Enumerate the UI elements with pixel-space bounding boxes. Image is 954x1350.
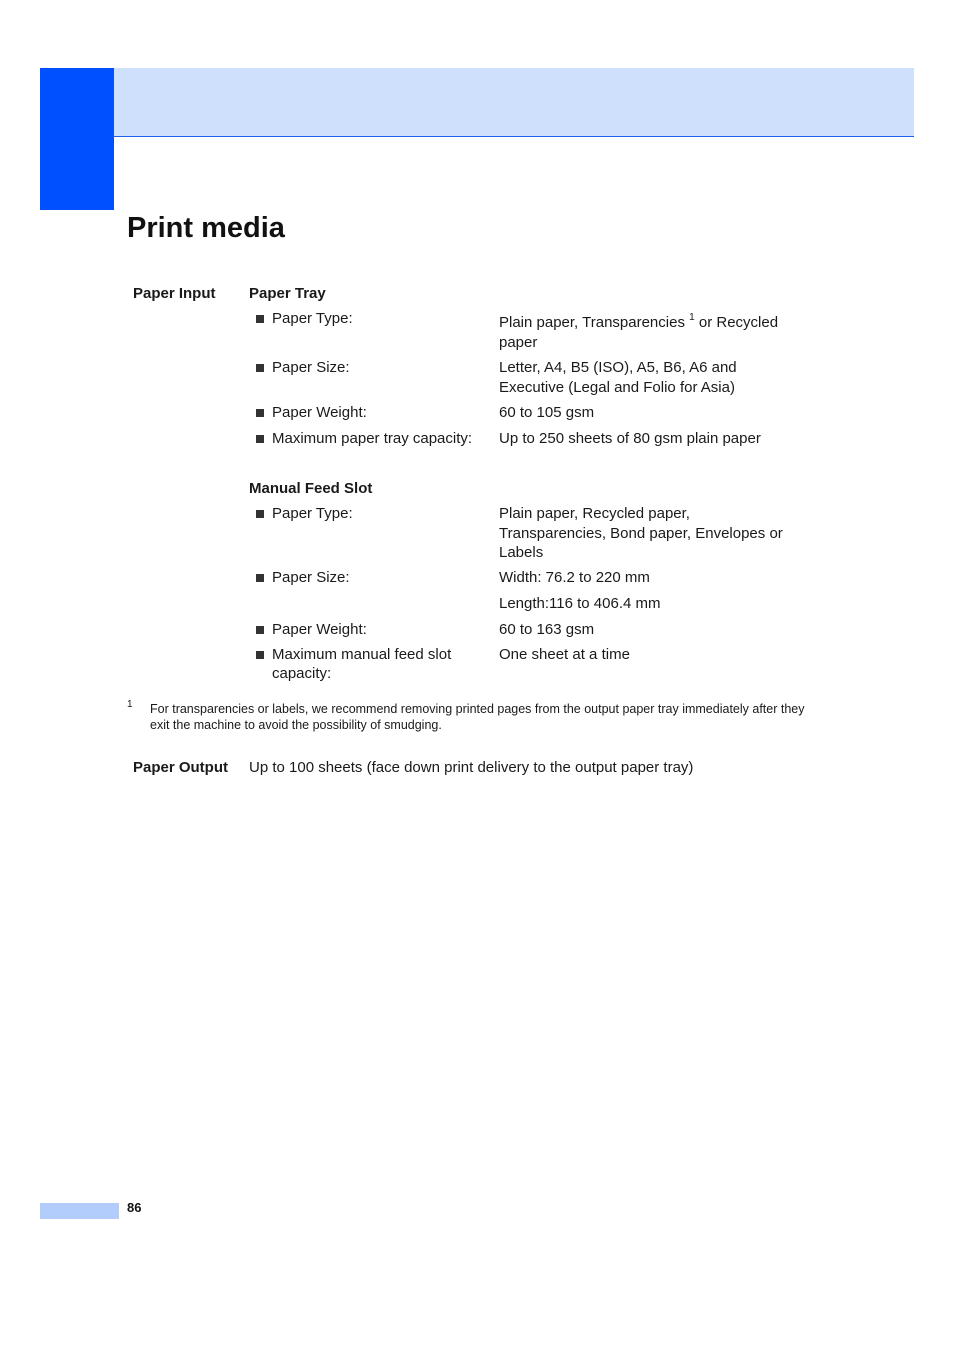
footnote-line2: exit the machine to avoid the possibility of smudging.: [150, 718, 442, 732]
manual-paper-type-label: Paper Type:: [272, 505, 353, 522]
tray-paper-weight-value: 60 to 105 gsm: [499, 404, 595, 421]
bullet-icon: [256, 315, 264, 323]
tray-paper-weight-label: Paper Weight:: [272, 404, 367, 421]
footnote-ref: 1: [689, 312, 695, 323]
page-number: 86: [127, 1200, 142, 1215]
footnote-line1: For transparencies or labels, we recommend removing printed pages from the output paper tray immediately after they: [150, 702, 805, 716]
bullet-icon: [256, 435, 264, 443]
manual-paper-size-label: Paper Size:: [272, 569, 350, 586]
footer-bar: [40, 1203, 119, 1219]
bullet-icon: [256, 510, 264, 518]
manual-paper-size-width: Width: 76.2 to 220 mm: [499, 569, 650, 586]
bullet-icon: [256, 626, 264, 634]
manual-capacity-value: One sheet at a time: [499, 646, 630, 663]
paper-input-label: Paper Input: [133, 285, 216, 302]
bullet-icon: [256, 574, 264, 582]
manual-paper-type-value-line3: Labels: [499, 544, 544, 561]
tray-paper-size-label: Paper Size:: [272, 359, 350, 376]
manual-paper-size-length: Length:116 to 406.4 mm: [499, 595, 661, 612]
paper-output-label: Paper Output: [133, 759, 229, 776]
tray-paper-type-value-line1: Plain paper, Transparencies $^1$ or Recycled: [499, 312, 779, 331]
manual-paper-weight-label: Paper Weight:: [272, 621, 367, 638]
footnote-mark: 1: [127, 699, 133, 710]
tray-paper-type-value-line2: paper: [499, 334, 538, 351]
bullet-icon: [256, 409, 264, 417]
manual-capacity-label-line2: capacity:: [272, 665, 332, 682]
manual-paper-weight-value: 60 to 163 gsm: [499, 621, 595, 638]
header-band: [40, 68, 914, 137]
tray-paper-type-label: Paper Type:: [272, 310, 353, 327]
chapter-tab: [40, 68, 114, 210]
manual-paper-type-value-line2: Transparencies, Bond paper, Envelopes or: [499, 525, 783, 542]
paper-output-value: Up to 100 sheets (face down print delivery to the output paper tray): [249, 759, 694, 776]
paper-tray-heading: Paper Tray: [249, 285, 326, 302]
tray-capacity-label: Maximum paper tray capacity:: [272, 430, 473, 447]
bullet-icon: [256, 364, 264, 372]
manual-capacity-label-line1: Maximum manual feed slot: [272, 646, 452, 663]
manual-paper-type-value-line1: Plain paper, Recycled paper,: [499, 505, 690, 522]
tray-paper-size-value-line2: Executive (Legal and Folio for Asia): [499, 379, 735, 396]
bullet-icon: [256, 651, 264, 659]
tray-capacity-value: Up to 250 sheets of 80 gsm plain paper: [499, 430, 761, 447]
page-title: Print media: [127, 212, 285, 244]
tray-paper-size-value-line1: Letter, A4, B5 (ISO), A5, B6, A6 and: [499, 359, 737, 376]
manual-feed-heading: Manual Feed Slot: [249, 480, 373, 497]
